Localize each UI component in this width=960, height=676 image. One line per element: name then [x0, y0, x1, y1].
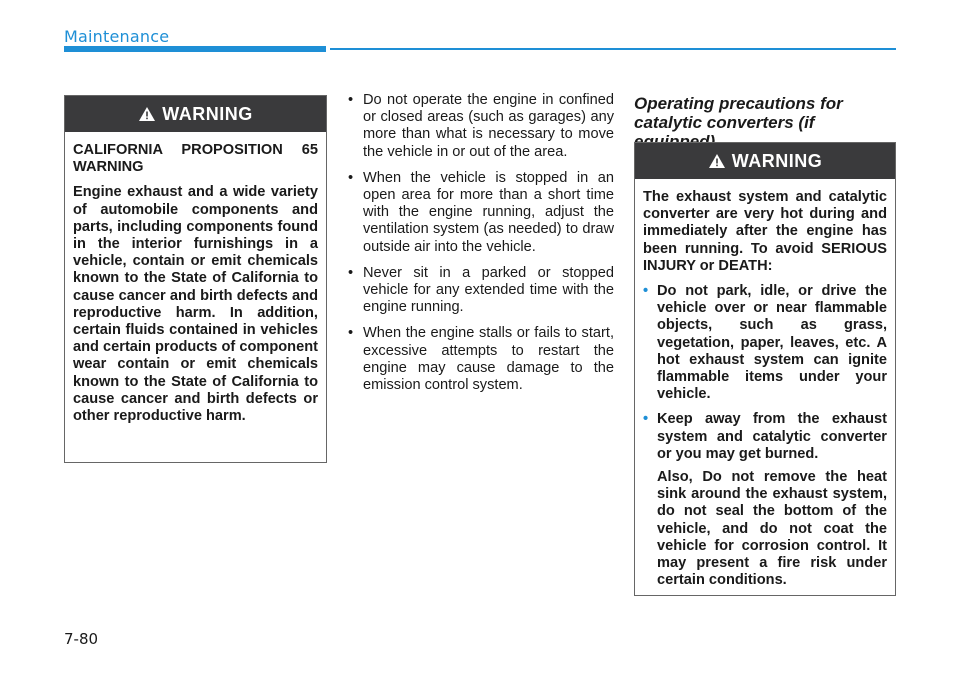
- warning-bullet-text: Keep away from the exhaust system and catalytic converter or you may get burned.: [657, 411, 887, 462]
- warning-body: [65, 132, 326, 435]
- warning-bullet-text: Do not park, idle, or drive the vehicle over or near flammable objects, such as grass, vegetation, paper, leaves, etc. A hot exhaust system can ignite flammable items under your vehicle.: [657, 283, 887, 403]
- list-item-text: When the engine stalls or fails to start, excessive attempts to restart the engine may cause damage to the emission control system.: [363, 325, 614, 394]
- warning-title: CALIFORNIA PROPOSITION 65 WARNING: [73, 142, 318, 176]
- sub-heading: Operating precautions for catalytic converters (if: [634, 94, 843, 132]
- warning-header: [635, 143, 895, 179]
- warning-label: WARNING: [162, 103, 253, 124]
- list-item: • Never sit in a parked or stopped vehicle for any extended time with the engine running.: [348, 264, 614, 316]
- page-number: 7-80: [64, 630, 99, 648]
- precaution-list: [348, 92, 614, 403]
- warning-body: [635, 179, 895, 599]
- list-item: • When the engine stalls or fails to start, excessive attempts to restart the engine may cause damage to the emission control system.: [348, 325, 614, 394]
- warning-box-prop65: [64, 95, 327, 463]
- warning-label: WARNING: [731, 150, 823, 171]
- list-item: • Do not operate the engine in confined or closed areas (such as garages) any more than what is necessary to move the vehicle in or out of the area.: [348, 92, 614, 160]
- section-title: Maintenance: [64, 27, 170, 46]
- header-rule-thick: [64, 46, 326, 52]
- warning-box-catalytic: [634, 142, 896, 596]
- warning-triangle-icon: [138, 106, 156, 122]
- warning-intro: The exhaust system and catalytic converter are very hot during and immediately after the engine has been running. To avoid SERIOUS INJURY or DEATH:: [643, 189, 887, 274]
- list-item-text: When the vehicle is stopped in an open area for more than a short time with the engine running, adjust the ventilation system (as needed) to draw outside air into the vehicle.: [363, 169, 614, 255]
- warning-triangle-icon: [708, 153, 726, 169]
- list-item-text: Never sit in a parked or stopped vehicle for any extended time with the engine running.: [363, 264, 614, 316]
- warning-bullet: • Keep away from the exhaust system and catalytic converter or you may get burned.: [643, 411, 887, 462]
- list-item: • When the vehicle is stopped in an open area for more than a short time with the engine running, adjust the ventilation system (as needed) to draw outside air into the vehicle.: [348, 169, 614, 255]
- warning-header: [65, 96, 326, 132]
- warning-text: Engine exhaust and a wide variety of automobile components and parts, including components found in the interior furnishings in a vehicle, contain or emit chemicals known to the State of California to cause cancer and birth defects and reproductive harm. In addition, certain fluids contained in vehicles and certain products of component wear contain or emit chemicals known to the State of California to cause cancer and birth defects or other reproductive harm.: [73, 184, 318, 425]
- warning-bullet: • Do not park, idle, or drive the vehicle over or near flammable objects, such as grass, vegetation, paper, leaves, etc. A hot exhaust system can ignite flammable items under your vehicle.: [643, 283, 887, 403]
- warning-continuation: Also, Do not remove the heat sink around the exhaust system, do not seal the bottom of the vehicle, and do not coat the vehicle for corrosion control. It may present a fire risk under certain conditions.: [657, 469, 887, 589]
- list-item-text: Do not operate the engine in confined or closed areas (such as garages) any more than what is necessary to move the vehicle in or out of the area.: [363, 92, 614, 160]
- header-rule-thin: [330, 48, 896, 50]
